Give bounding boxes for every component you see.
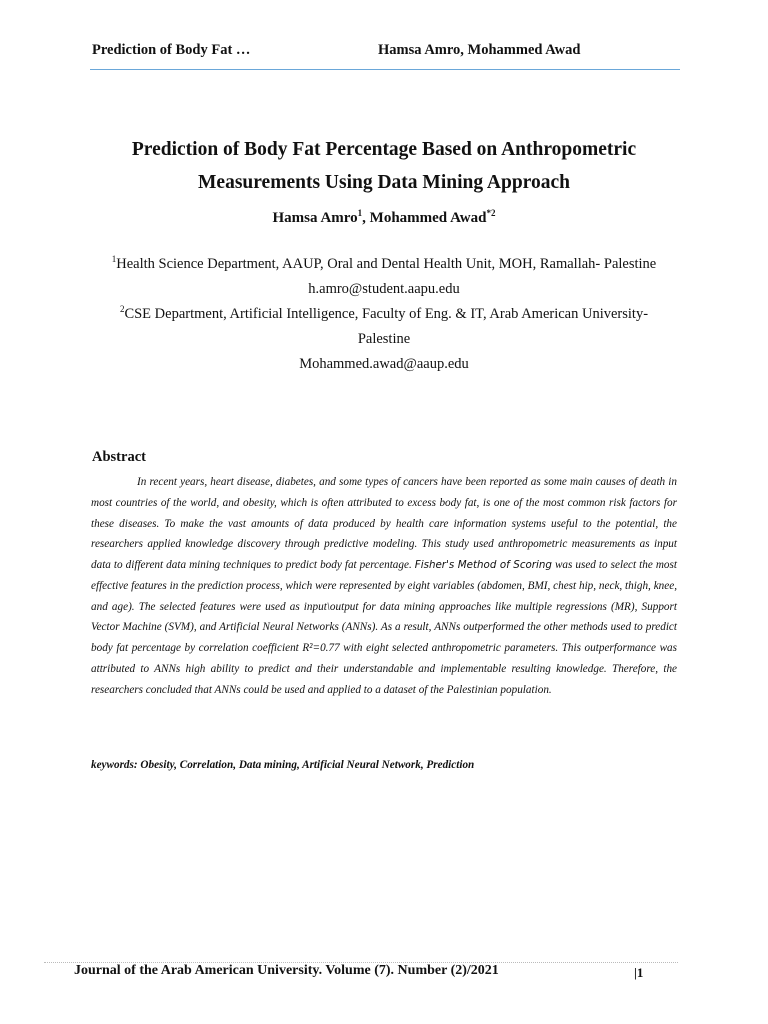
author-2-affiliation-mark: *2 [486, 208, 496, 218]
journal-footer: Journal of the Arab American University. Volume (7). Number (2)/2021 [74, 963, 499, 978]
affiliation-2 [60, 302, 708, 377]
author-1-affiliation-mark: 1 [357, 208, 363, 218]
affiliation-1-text: Health Science Department, AAUP, Oral and Dental Health Unit, MOH, Ramallah- Palestine [116, 256, 657, 272]
author-list [60, 207, 708, 229]
abstract-method-name: Fisher's Method of Scoring [414, 559, 552, 571]
keywords-line: keywords: Obesity, Correlation, Data mining, Artificial Neural Network, Prediction [91, 759, 475, 771]
affiliation-2-line-2: Palestine [357, 331, 411, 347]
paper-title-line-2: Measurements Using Data Mining Approach [198, 172, 570, 193]
running-header-authors: Hamsa Amro, Mohammed Awad [378, 42, 581, 58]
running-header-title: Prediction of Body Fat … [92, 42, 251, 58]
paper-title-line-1: Prediction of Body Fat Percentage Based on Anthropometric [131, 139, 637, 160]
affiliation-1-mark: 1 [111, 254, 117, 265]
abstract-body [91, 472, 677, 700]
affiliation-2-mark: 2 [119, 304, 125, 315]
paper-title [60, 133, 708, 199]
author-separator: , [362, 210, 370, 226]
running-header [92, 42, 678, 62]
affiliation-1-line [60, 252, 708, 277]
affiliation-2-line-1 [60, 302, 708, 327]
abstract-heading: Abstract [92, 449, 146, 465]
header-divider [90, 69, 680, 70]
affiliation-1 [60, 252, 708, 302]
author-1-name: Hamsa Amro [272, 210, 358, 226]
abstract-text-part-1: In recent years, heart disease, diabetes, and some types of cancers have been reported as some main causes of death in most countries of the world, and obesity, which is often attributed to excess body fat, is one of the most common risk factors for these diseases. To make the vast amounts of data produced by health care information systems useful to the potential, the researchers applied knowledge discovery through predictive modeling. This study used anthropometric measurements as input data to different data mining techniques to predict body fat percentage. [91, 476, 677, 571]
author-2-name: Mohammed Awad [369, 210, 487, 226]
affiliation-2-text: CSE Department, Artificial Intelligence, Faculty of Eng. & IT, Arab American University- [124, 306, 649, 322]
abstract-text-part-2: was used to select the most effective features in the prediction process, which were represented by eight variables (abdomen, BMI, chest hip, neck, thigh, knee, and age). The selected features were used as input\output for data mining approaches like multiple regressions (MR), Support Vector Machine (SVM), and Artificial Neural Networks (ANNs). As a result, ANNs outperformed the other methods used to predict body fat percentage by correlation coefficient R²=0.77 with eight selected anthropometric parameters. This outperformance was attributed to ANNs high ability to predict and their understandable and implementable resulting knowledge. Therefore, the researchers concluded that ANNs could be used and applied to a dataset of the Palestinian population. [91, 559, 677, 696]
affiliation-2-email[interactable]: Mohammed.awad@aaup.edu [299, 356, 469, 372]
page-number: |1 [634, 965, 644, 980]
affiliation-1-email[interactable]: h.amro@student.aapu.edu [308, 281, 460, 297]
